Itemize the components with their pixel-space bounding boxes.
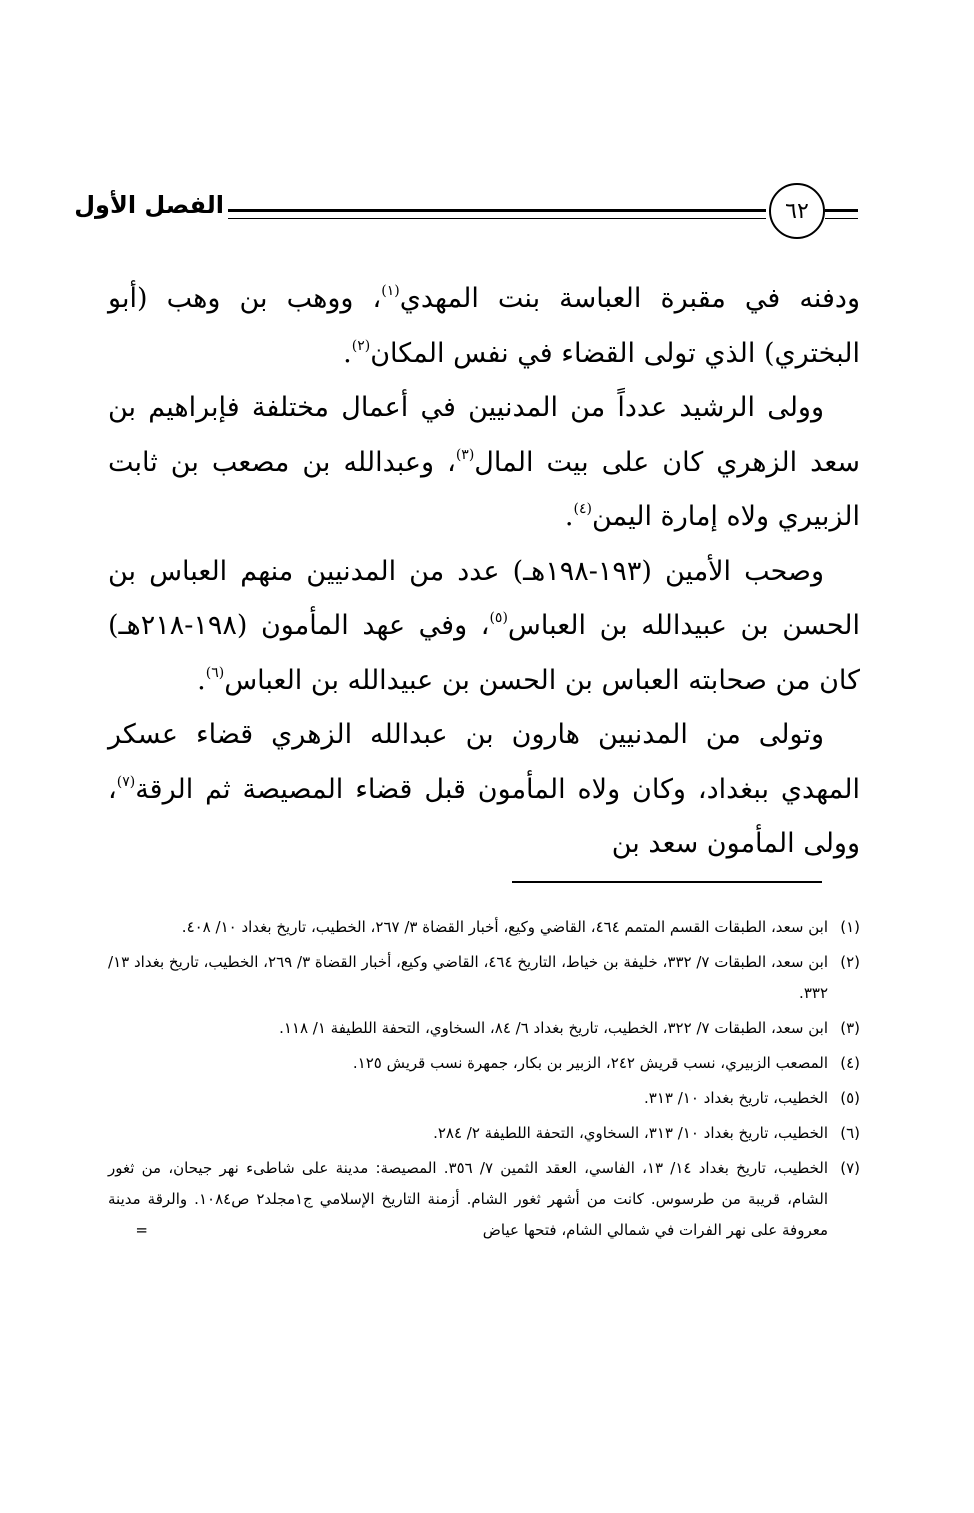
footnote [108, 1153, 860, 1246]
footnote [108, 1013, 860, 1044]
text-run: وتولى من المدنيين هارون بن عبدالله الزهري قضاء عسكر المهدي ببغداد، وكان ولاه المأمون قبل قضاء المصيصة ثم الرقة [108, 719, 860, 805]
text-run: ، وولى المأمون سعد بن [108, 773, 860, 859]
footnote-separator [512, 881, 822, 883]
continuation-mark: = [135, 1221, 148, 1239]
header-rule-left [228, 209, 766, 219]
paragraph [108, 708, 860, 872]
footnote-ref: (٤) [573, 501, 592, 517]
chapter-title: الفصل الأول [74, 191, 224, 219]
footnote [108, 912, 860, 943]
text-run: وصحب الأمين (١٩٣-١٩٨هـ) عدد من المدنيين منهم العباس بن الحسن بن عبيدالله بن العباس [108, 555, 860, 641]
footnote-text: الخطيب، تاريخ بغداد ١٠/ ٣١٣، السخاوي، التحفة اللطيفة ٢/ ٢٨٤. [433, 1124, 828, 1142]
footnote-number: (٥) [840, 1089, 860, 1107]
footnote-ref: (٥) [489, 610, 508, 626]
footnote [108, 1048, 860, 1079]
text-run: . [564, 501, 574, 532]
footnote-text: الخطيب، تاريخ بغداد ١٠/ ٣١٣. [643, 1089, 828, 1107]
footnote [108, 1083, 860, 1114]
footnote [108, 947, 860, 1009]
footnote-text: المصعب الزبيري، نسب قريش ٢٤٢، الزبير بن بكار، جمهرة نسب قريش ١٢٥. [352, 1054, 828, 1072]
running-header [74, 183, 858, 243]
footnote-text: ابن سعد، الطبقات القسم المتمم ٤٦٤، القاضي وكيع، أخبار القضاة ٣/ ٢٦٧، الخطيب، تاريخ بغداد ١٠/ ٤٠٨. [181, 918, 828, 936]
footnote-ref: (١) [381, 283, 400, 299]
footnote-ref: (٧) [116, 773, 136, 790]
paragraph [108, 381, 860, 545]
text-run: ، ووهب بن وهب (أبو البختري) الذي تولى القضاء في نفس المكان [108, 283, 860, 369]
header-rule-right [825, 209, 858, 219]
footnote-number: (٣) [840, 1019, 860, 1037]
text-run: وولى الرشيد عدداً من المدنيين في أعمال مختلفة فإبراهيم بن سعد الزهري كان على بيت المال [108, 392, 860, 478]
footnote-number: (٦) [840, 1124, 860, 1142]
footnote-text: الخطيب، تاريخ بغداد ١٤/ ١٣، الفاسي، العقد الثمين ٧/ ٣٥٦. المصيصة: مدينة على شاطىء نهر جيحان، من ثغور الشام، قريبة من طرسوس. كانت من أشهر ثغور الشام. أزمنة التاريخ الإسلامي ج١مجلد٢ ص١٠٨٤. والرقة مدينة معروفة على نهر الفرات في شمالي الشام، فتحها عياض [108, 1159, 829, 1239]
footnotes [108, 912, 860, 1250]
footnote-number: (٢) [840, 953, 861, 971]
footnote-number: (٤) [840, 1054, 860, 1072]
footnote-text: ابن سعد، الطبقات ٧/ ٣٣٢، خليفة بن خياط، التاريخ ٤٦٤، القاضي وكيع، أخبار القضاة ٣/ ٢٦٩، الخطيب، تاريخ بغداد ١٣/ ٣٣٢. [108, 953, 829, 1002]
footnote [108, 1118, 860, 1149]
paragraph [108, 272, 860, 381]
text-run: ، وعبدالله بن مصعب بن ثابت الزبيري ولاه إمارة اليمن [108, 446, 860, 532]
footnote-ref: (٣) [455, 446, 475, 463]
text-run: . [343, 337, 352, 369]
main-text [108, 272, 860, 872]
footnote-ref: (٦) [205, 664, 225, 681]
footnote-text: ابن سعد، الطبقات ٧/ ٣٢٢، الخطيب، تاريخ بغداد ٦/ ٨٤، السخاوي، التحفة اللطيفة ١/ ١١٨. [279, 1019, 828, 1037]
footnote-number: (١) [840, 918, 860, 936]
footnote-ref: (٢) [351, 337, 371, 354]
page-number: ٦٢ [769, 183, 825, 239]
text-run: ، وفي عهد المأمون (١٩٨-٢١٨هـ) كان من صحابته العباس بن الحسن بن عبيدالله بن العباس [108, 610, 860, 696]
paragraph [108, 545, 860, 709]
text-run: ودفنه في مقبرة العباسة بنت المهدي [399, 283, 860, 314]
footnote-number: (٧) [840, 1159, 860, 1177]
text-run: . [197, 664, 206, 696]
